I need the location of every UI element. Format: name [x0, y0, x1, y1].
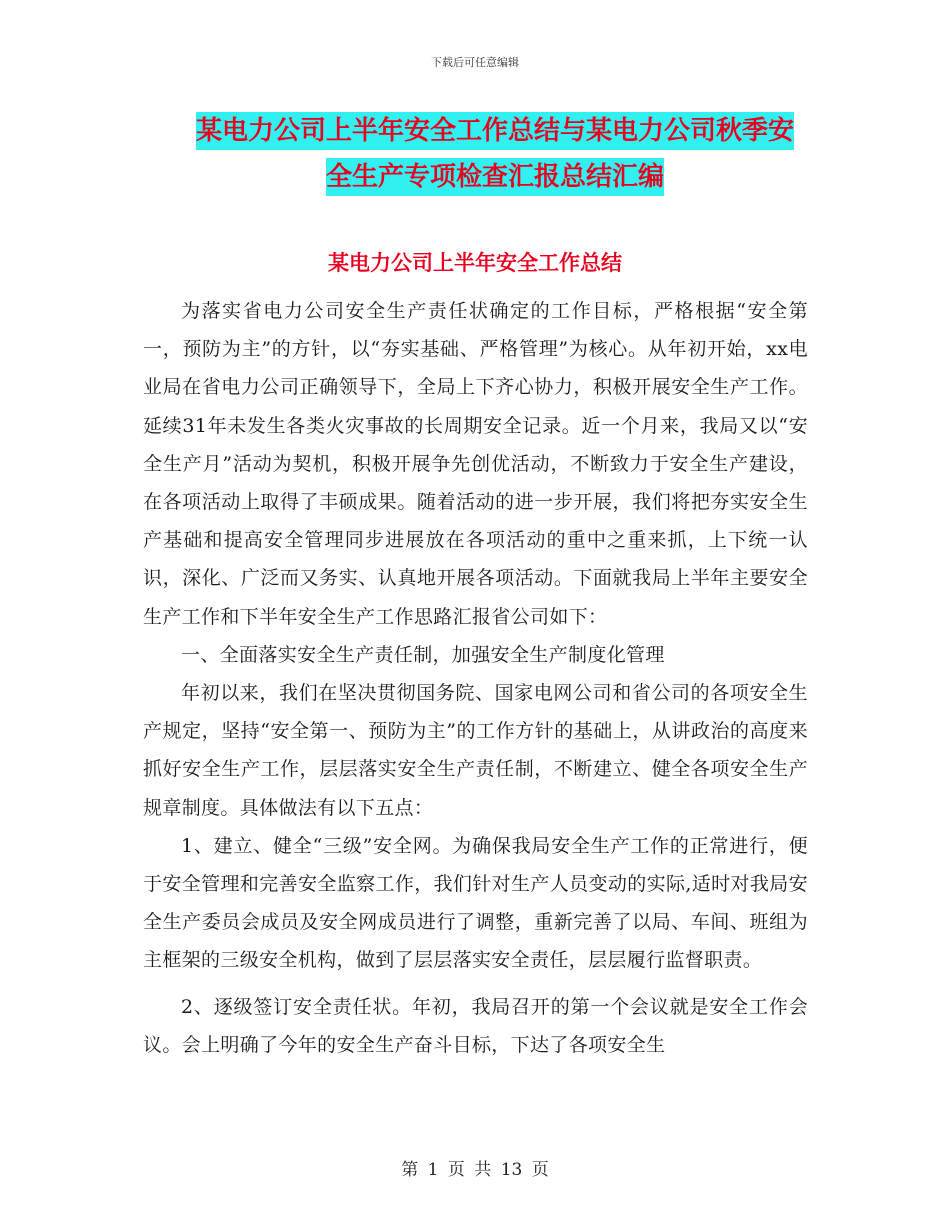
document-title-line-1: 某电力公司上半年安全工作总结与某电力公司秋季安	[196, 112, 794, 150]
document-body	[143, 292, 808, 1064]
paragraph-intro: 为落实省电力公司安全生产责任状确定的工作目标，严格根据“安全第一，预防为主”的方针，以“夯实基础、严格管理”为核心。从年初开始，xx电业局在省电力公司正确领导下，全局上下齐心协力，积极开展安全生产工作。延续31年未发生各类火灾事故的长周期安全记录。近一个月来，我局又以“安全生产月”活动为契机，积极开展争先创优活动，不断致力于安全生产建设，在各项活动上取得了丰硕成果。随着活动的进一步开展，我们将把夯实安全生产基础和提高安全管理同步进展放在各项活动的重中之重来抓，上下统一认识，深化、广泛而又务实、认真地开展各项活动。下面就我局上半年主要安全生产工作和下半年安全生产工作思路汇报省公司如下：	[143, 300, 808, 628]
paragraph-point-2: 2、逐级签订安全责任状。年初，我局召开的第一个会议就是安全工作会议。会上明确了今年的安全生产奋斗目标，下达了各项安全生	[143, 995, 808, 1056]
paragraph-point-1: 1、建立、健全“三级”安全网。为确保我局安全生产工作的正常进行，便于安全管理和完善安全监察工作，我们针对生产人员变动的实际,适时对我局安全生产委员会成员及安全网成员进行了调整，重新完善了以局、车间、班组为主框架的三级安全机构，做到了层层落实安全责任，层层履行监督职责。	[143, 834, 808, 972]
paragraph-heading-1: 一、全面落实安全生产责任制，加强安全生产制度化管理	[181, 643, 665, 666]
header-note: 下载后可任意编辑	[431, 56, 519, 69]
page-footer: 第 1 页 共 13 页	[401, 1160, 549, 1180]
paragraph-responsibility: 年初以来，我们在坚决贯彻国务院、国家电网公司和省公司的各项安全生产规定，坚持“安全第一、预防为主”的工作方针的基础上，从讲政治的高度来抓好安全生产工作，层层落实安全生产责任制，不断建立、健全各项安全生产规章制度。具体做法有以下五点：	[143, 682, 808, 819]
section-title: 某电力公司上半年安全工作总结	[328, 250, 622, 275]
document-title	[150, 108, 840, 200]
document-title-line-2: 全生产专项检查汇报总结汇编	[326, 158, 664, 196]
